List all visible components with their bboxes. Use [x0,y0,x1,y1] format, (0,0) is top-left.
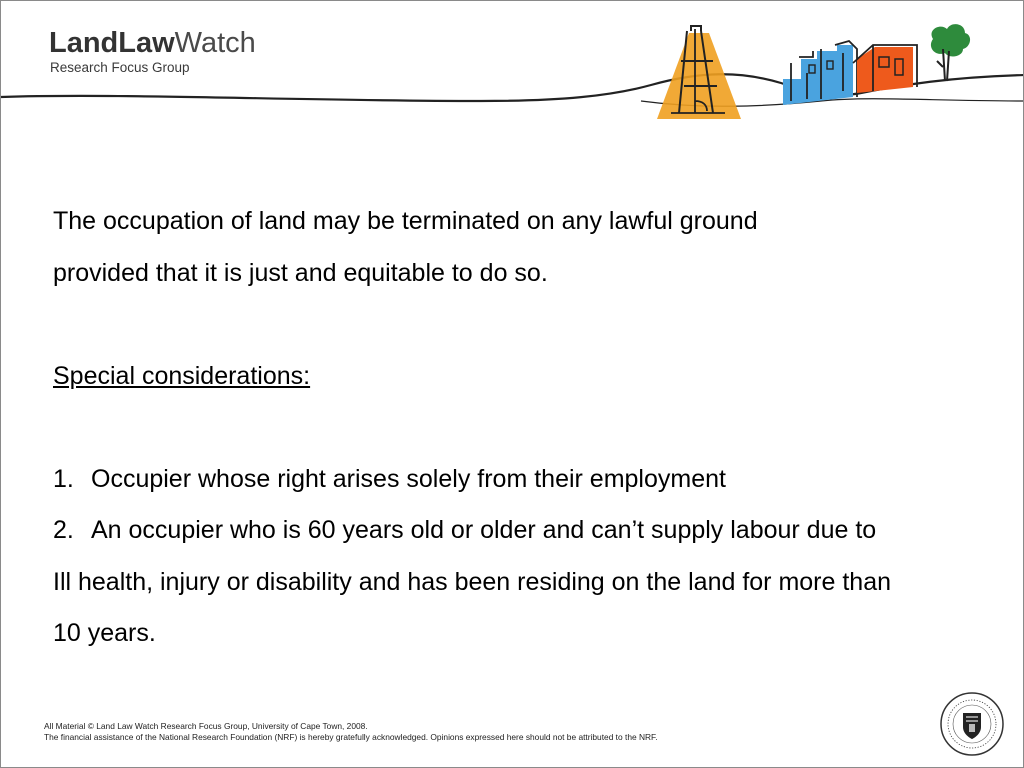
slide-body [53,196,1013,660]
spacer [53,402,1013,454]
list-text: Occupier whose right arises solely from their employment [91,464,726,493]
list-number: 1. [53,464,74,493]
logo-subtitle: Research Focus Group [50,60,190,75]
list-text: An occupier who is 60 years old or older and can’t supply labour due to [91,516,877,544]
section-heading: Special considerations: [53,361,311,390]
footer-acknowledgement: The financial assistance of the National Research Foundation (NRF) is hereby gratefully acknowledged. Opinions expressed here should not be attributed to the NRF. [44,732,658,742]
list-item-1 [53,454,1013,506]
intro-line-1: The occupation of land may be terminated on any lawful ground [53,207,758,235]
tree-icon [931,24,970,81]
city-buildings-icon [783,41,857,105]
list-number: 2. [53,516,74,544]
list-item-2-continued: 10 years. [53,619,156,647]
mine-headframe-icon [657,26,741,119]
house-icon [853,45,917,93]
list-item-2-continued: Ill health, injury or disability and has been residing on the land for more than [53,567,892,596]
footer [44,721,658,743]
footer-copyright: All Material © Land Law Watch Research Focus Group, University of Cape Town, 2008. [44,721,368,731]
logo [49,27,256,76]
logo-title: LandLawWatch [49,27,256,59]
intro-line-2: provided that it is just and equitable to do so. [53,258,548,287]
list-item-2 [53,505,1013,557]
university-seal-icon [939,691,1005,757]
spacer [53,299,1013,351]
